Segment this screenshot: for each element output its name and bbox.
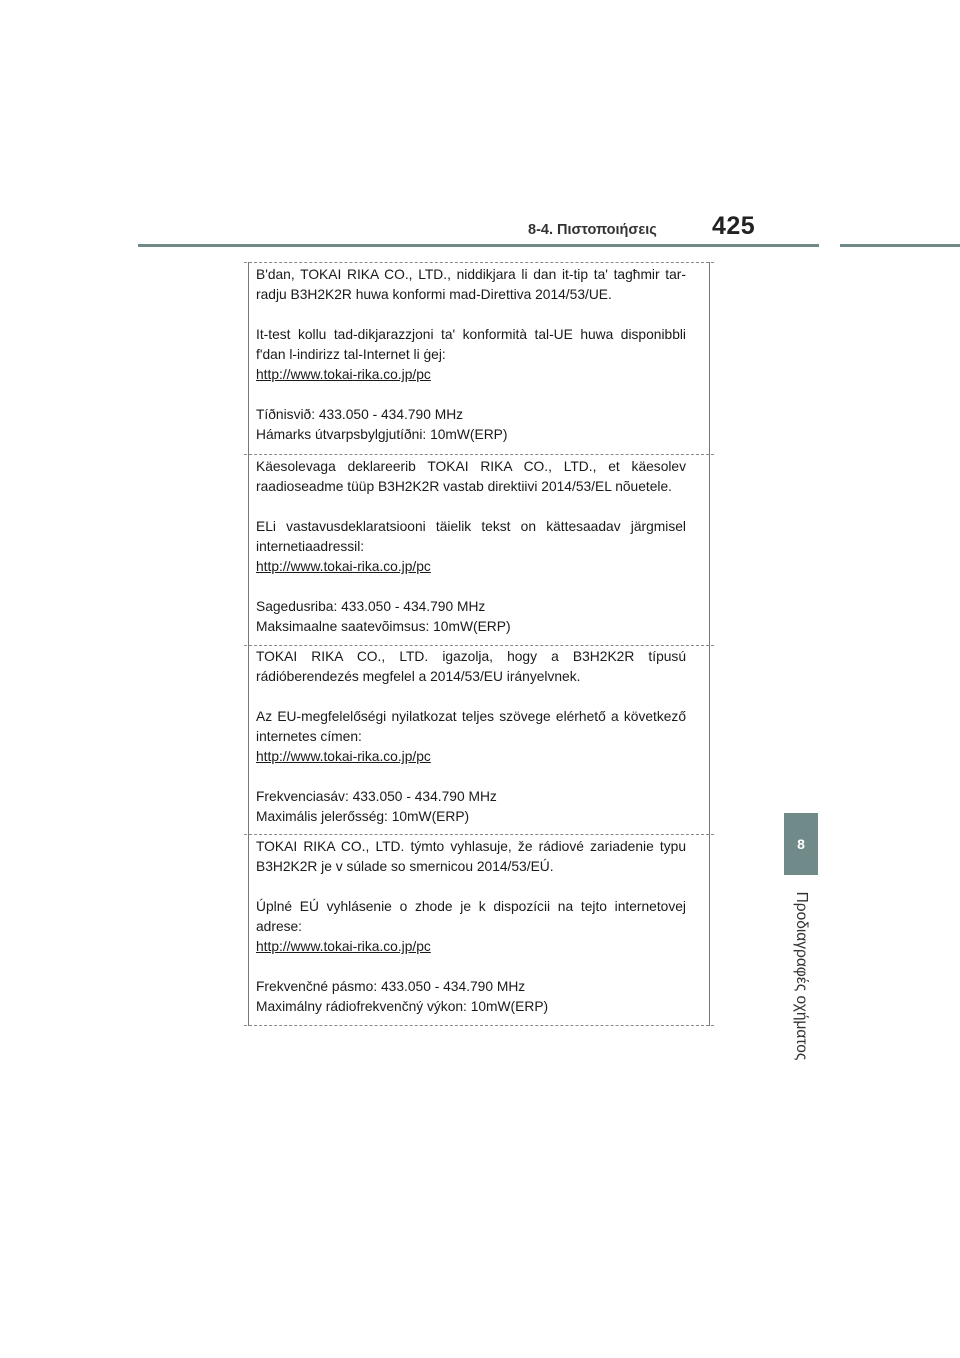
availability-text: It-test kollu tad-dikjarazzjoni ta' konformità tal-UE huwa disponibbli f'dan l-indirizz tal-Internet li ġej:: [256, 327, 686, 362]
divider-top: [244, 262, 714, 263]
section-title: 8-4. Πιστοποιήσεις: [528, 222, 657, 238]
frequency-text: Frekvenciasáv: 433.050 - 434.790 MHz: [256, 789, 497, 804]
declaration-text: TOKAI RIKA CO., LTD. igazolja, hogy a B3H2K2R típusú rádióberendezés megfelel a 2014/53/EU irányelvnek.: [256, 649, 686, 684]
divider-bottom: [244, 1025, 714, 1026]
header-rule: [138, 244, 819, 247]
website-link[interactable]: http://www.tokai-rika.co.jp/pc: [256, 749, 431, 764]
power-text: Maksimaalne saatevõimsus: 10mW(ERP): [256, 619, 511, 634]
divider-1: [244, 454, 714, 455]
chapter-tab: 8: [784, 813, 818, 875]
declaration-text: TOKAI RIKA CO., LTD. týmto vyhlasuje, že rádiové zariadenie typu B3H2K2R je v súlade so smernicou 2014/53/EÚ.: [256, 839, 686, 874]
declaration-block-hungarian: [256, 647, 686, 827]
divider-3: [244, 834, 714, 835]
website-link[interactable]: http://www.tokai-rika.co.jp/pc: [256, 559, 431, 574]
availability-text: Úplné EÚ vyhlásenie o zhode je k dispozícii na tejto internetovej adrese:: [256, 899, 686, 934]
frequency-text: Sagedusriba: 433.050 - 434.790 MHz: [256, 599, 486, 614]
chapter-title: Προδιαγραφές οχήματος: [793, 891, 810, 1061]
declaration-block-estonian: [256, 457, 686, 637]
divider-2: [244, 645, 714, 646]
header-rule-right: [840, 244, 960, 247]
availability-text: ELi vastavusdeklaratsiooni täielik tekst on kättesaadav järgmisel internetiaadressil:: [256, 519, 686, 554]
website-link[interactable]: http://www.tokai-rika.co.jp/pc: [256, 367, 431, 382]
declaration-block-maltese: [256, 265, 686, 445]
power-text: Maximális jelerősség: 10mW(ERP): [256, 809, 470, 824]
declaration-text: Käesolevaga deklareerib TOKAI RIKA CO., LTD., et käesolev raadioseadme tüüp B3H2K2R vastab direktiivi 2014/53/EL nõuetele.: [256, 459, 686, 494]
frequency-text: Frekvenčné pásmo: 433.050 - 434.790 MHz: [256, 979, 526, 994]
page-number: 425: [712, 212, 756, 240]
frequency-text: Tíðnisvið: 433.050 - 434.790 MHz: [256, 407, 464, 422]
page-header: [0, 0, 960, 250]
declaration-text: B'dan, TOKAI RIKA CO., LTD., niddikjara li dan it-tip ta' tagħmir tar-radju B3H2K2R huwa konformi mad-Direttiva 2014/53/UE.: [256, 267, 686, 302]
power-text: Maximálny rádiofrekvenčný výkon: 10mW(ERP): [256, 999, 549, 1014]
website-link[interactable]: http://www.tokai-rika.co.jp/pc: [256, 939, 431, 954]
declaration-block-slovak: [256, 837, 686, 1017]
power-text: Hámarks útvarpsbylgjutíðni: 10mW(ERP): [256, 427, 508, 442]
availability-text: Az EU-megfelelőségi nyilatkozat teljes szövege elérhető a következő internetes címen:: [256, 709, 686, 744]
